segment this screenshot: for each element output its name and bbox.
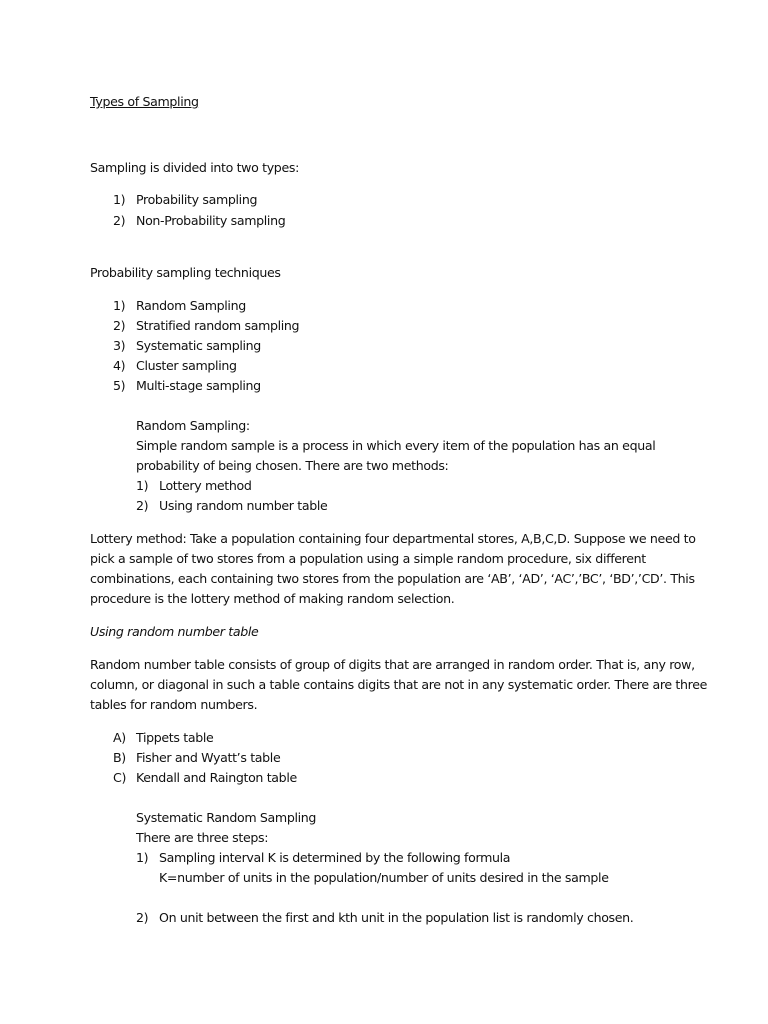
list-number: 2) — [136, 498, 149, 513]
list-number: B) — [113, 750, 126, 765]
paragraph-line: combinations, each containing two stores from the population are ‘AB’, ‘AD’, ‘AC’,’BC’, ‘BD’,’CD’. This — [90, 571, 695, 586]
paragraph-line: probability of being chosen. There are two methods: — [136, 458, 449, 473]
section-heading: Probability sampling techniques — [90, 265, 281, 280]
paragraph-line: Simple random sample is a process in which every item of the population has an equal — [136, 438, 656, 453]
list-item: Tippets table — [136, 730, 214, 745]
paragraph-line: tables for random numbers. — [90, 697, 258, 712]
list-item: Using random number table — [159, 498, 328, 513]
paragraph-line: There are three steps: — [136, 830, 269, 845]
list-number: 3) — [113, 338, 126, 353]
paragraph-line: Lottery method: Take a population containing four departmental stores, A,B,C,D. Suppose we need to — [90, 531, 696, 546]
list-item: Multi-stage sampling — [136, 378, 261, 393]
italic-heading: Using random number table — [90, 624, 259, 639]
paragraph-line: pick a sample of two stores from a population using a simple random procedure, six different — [90, 551, 646, 566]
list-item: Kendall and Raington table — [136, 770, 297, 785]
list-item: Cluster sampling — [136, 358, 237, 373]
list-item: Probability sampling — [136, 192, 258, 207]
subsection-heading: Systematic Random Sampling — [136, 810, 317, 825]
list-number: 1) — [136, 850, 149, 865]
list-number: A) — [113, 730, 126, 745]
formula-line: K=number of units in the population/number of units desired in the sample — [159, 870, 609, 885]
list-number: C) — [113, 770, 127, 785]
list-item: On unit between the first and kth unit in the population list is randomly chosen. — [159, 910, 634, 925]
intro-text: Sampling is divided into two types: — [90, 160, 299, 175]
list-number: 1) — [113, 298, 126, 313]
list-item: Non-Probability sampling — [136, 213, 286, 228]
list-item: Lottery method — [159, 478, 252, 493]
list-item: Sampling interval K is determined by the following formula — [159, 850, 511, 865]
list-item: Systematic sampling — [136, 338, 261, 353]
list-item: Fisher and Wyatt’s table — [136, 750, 281, 765]
list-number: 2) — [136, 910, 149, 925]
list-number: 2) — [113, 318, 126, 333]
list-number: 1) — [136, 478, 149, 493]
subsection-heading: Random Sampling: — [136, 418, 250, 433]
page-title: Types of Sampling — [90, 94, 199, 109]
list-item: Random Sampling — [136, 298, 246, 313]
list-number: 1) — [113, 192, 126, 207]
paragraph-line: procedure is the lottery method of making random selection. — [90, 591, 455, 606]
list-number: 4) — [113, 358, 126, 373]
list-number: 2) — [113, 213, 126, 228]
paragraph-line: Random number table consists of group of digits that are arranged in random order. That is, any row, — [90, 657, 695, 672]
list-number: 5) — [113, 378, 126, 393]
paragraph-line: column, or diagonal in such a table contains digits that are not in any systematic order. There are three — [90, 677, 707, 692]
list-item: Stratified random sampling — [136, 318, 300, 333]
